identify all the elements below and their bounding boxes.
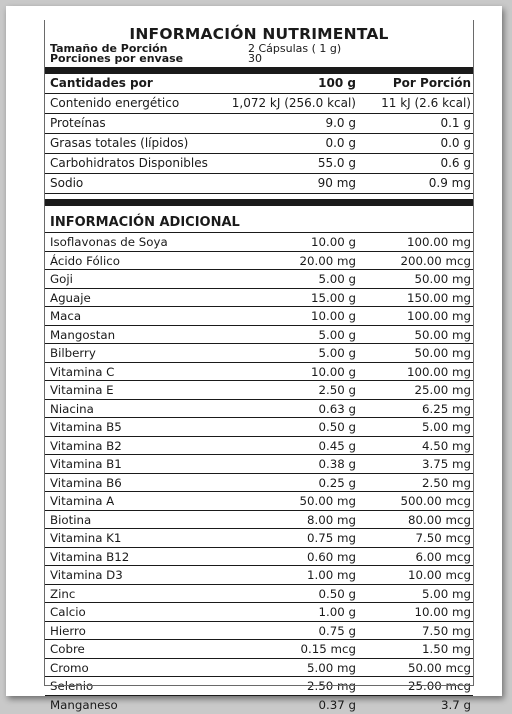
value-col-2: 4.50 mg xyxy=(422,438,471,453)
table-row xyxy=(45,566,473,585)
table-row xyxy=(45,233,473,252)
table-row xyxy=(45,455,473,474)
value-col-2: 1.50 mg xyxy=(422,642,471,656)
nutrient-name: Isoflavonas de Soya xyxy=(50,235,168,249)
additional-table xyxy=(45,233,473,713)
value-col-1: 0.50 g xyxy=(318,586,356,601)
value-col-1: 1.00 g xyxy=(318,605,356,619)
nutrition-facts-label xyxy=(44,20,474,712)
value-col-1: 5.00 g xyxy=(318,327,356,342)
nutrient-name: Vitamina C xyxy=(50,364,115,379)
nutrient-name: Vitamina B6 xyxy=(50,475,122,490)
serving-size-label: Tamaño de Porción xyxy=(50,42,168,55)
servings-per-container-label: Porciones por envase xyxy=(50,52,184,65)
table-row xyxy=(45,529,473,548)
nutrient-name: Niacina xyxy=(50,401,94,416)
value-col-1: 0.25 g xyxy=(318,475,356,490)
value-col-1: 0.63 g xyxy=(318,401,356,416)
value-col-2: 25.00 mcg xyxy=(408,679,471,693)
table-row xyxy=(45,437,473,456)
value-col-2: 50.00 mcg xyxy=(408,660,471,675)
table-row xyxy=(45,134,473,154)
value-col-2: 100.00 mg xyxy=(406,364,471,379)
table-row xyxy=(45,418,473,437)
value-col-2: 0.6 g xyxy=(440,156,471,170)
nutrient-name: Vitamina K1 xyxy=(50,531,122,545)
value-col-2: 3.7 g xyxy=(441,697,471,712)
nutrient-name: Hierro xyxy=(50,623,86,638)
value-col-2: 150.00 mg xyxy=(406,290,471,305)
nutrient-name: Zinc xyxy=(50,586,76,601)
value-col-2: 7.50 mg xyxy=(422,623,471,638)
nutrient-name: Vitamina B2 xyxy=(50,438,122,453)
serving-size-value: 2 Cápsulas ( 1 g) xyxy=(248,42,342,55)
value-col-1: 0.75 mg xyxy=(307,531,356,545)
value-col-2: 0.9 mg xyxy=(428,176,471,190)
value-col-1: 5.00 g xyxy=(318,346,356,360)
value-col-2: 6.00 mcg xyxy=(415,549,471,564)
value-col-1: 20.00 mg xyxy=(299,253,356,268)
value-col-2: 500.00 mcg xyxy=(400,494,471,508)
value-col-2: 0.1 g xyxy=(440,116,471,130)
nutrient-name: Selenio xyxy=(50,679,94,693)
table-row xyxy=(45,585,473,604)
value-col-1: 0.75 g xyxy=(318,623,356,638)
nutrient-name: Aguaje xyxy=(50,290,91,305)
nutrient-name: Cromo xyxy=(50,660,89,675)
value-col-1: 0.0 g xyxy=(325,136,356,150)
value-col-1: 10.00 g xyxy=(310,364,356,379)
value-col-1: 2.50 mg xyxy=(307,679,356,693)
nutrient-name: Vitamina B12 xyxy=(50,549,130,564)
header-amounts: Cantidades por xyxy=(50,76,153,90)
table-row xyxy=(45,94,473,114)
value-col-2: 2.50 mg xyxy=(422,475,471,490)
table-header xyxy=(45,74,473,94)
table-row xyxy=(45,174,473,194)
value-col-1: 1,072 kJ (256.0 kcal) xyxy=(231,96,356,110)
additional-title-text: INFORMACIÓN ADICIONAL xyxy=(50,215,240,230)
value-col-1: 0.37 g xyxy=(318,697,356,712)
nutrient-name: Vitamina B1 xyxy=(50,457,122,471)
value-col-1: 2.50 g xyxy=(318,383,356,397)
thick-divider xyxy=(45,67,473,74)
nutrient-name: Sodio xyxy=(50,176,84,190)
nutrient-name: Vitamina E xyxy=(50,383,114,397)
value-col-2: 5.00 mg xyxy=(422,586,471,601)
nutrient-name: Vitamina A xyxy=(50,494,115,508)
table-row xyxy=(45,289,473,308)
table-row xyxy=(45,474,473,493)
nutrient-name: Contenido energético xyxy=(50,96,180,110)
nutrient-name: Bilberry xyxy=(50,346,96,360)
value-col-1: 10.00 g xyxy=(310,309,356,323)
value-col-1: 0.60 mg xyxy=(307,549,356,564)
value-col-1: 55.0 g xyxy=(317,156,356,170)
value-col-1: 10.00 g xyxy=(310,235,356,249)
header-per-100g: 100 g xyxy=(318,76,356,90)
servings-per-container-value: 30 xyxy=(248,52,262,65)
table-row xyxy=(45,492,473,511)
table-row xyxy=(45,696,473,714)
header-per-serving: Por Porción xyxy=(392,76,471,90)
value-col-1: 0.50 g xyxy=(318,420,356,434)
nutrient-name: Cobre xyxy=(50,642,85,656)
nutrient-name: Vitamina B5 xyxy=(50,420,122,434)
additional-section-title xyxy=(45,206,473,233)
value-col-2: 50.00 mg xyxy=(414,272,471,286)
nutrient-name: Vitamina D3 xyxy=(50,568,123,582)
value-col-2: 7.50 mcg xyxy=(415,531,471,545)
value-col-1: 5.00 mg xyxy=(307,660,356,675)
table-row xyxy=(45,326,473,345)
nutrient-name: Grasas totales (lípidos) xyxy=(50,136,189,150)
value-col-1: 0.38 g xyxy=(318,457,356,471)
value-col-2: 50.00 mg xyxy=(414,327,471,342)
nutrient-name: Calcio xyxy=(50,605,86,619)
nutrient-name: Mangostan xyxy=(50,327,116,342)
label-panel xyxy=(6,6,502,712)
nutrient-name: Proteínas xyxy=(50,116,106,130)
value-col-2: 25.00 mg xyxy=(414,383,471,397)
value-col-1: 8.00 mg xyxy=(307,512,356,527)
value-col-2: 80.00 mcg xyxy=(408,512,471,527)
nutrient-name: Maca xyxy=(50,309,82,323)
serving-info xyxy=(45,43,473,65)
value-col-2: 10.00 mg xyxy=(414,605,471,619)
table-row xyxy=(45,381,473,400)
nutrient-name: Carbohidratos Disponibles xyxy=(50,156,208,170)
label-title: INFORMACIÓN NUTRIMENTAL xyxy=(129,25,389,43)
nutrient-name: Ácido Fólico xyxy=(50,253,120,268)
value-col-1: 50.00 mg xyxy=(299,494,356,508)
table-row xyxy=(45,307,473,326)
table-row xyxy=(45,270,473,289)
value-col-2: 3.75 mg xyxy=(422,457,471,471)
table-row xyxy=(45,363,473,382)
table-row xyxy=(45,603,473,622)
value-col-1: 90 mg xyxy=(317,176,356,190)
table-row xyxy=(45,677,473,696)
table-row xyxy=(45,114,473,134)
value-col-1: 0.45 g xyxy=(318,438,356,453)
value-col-2: 200.00 mcg xyxy=(400,253,471,268)
value-col-2: 5.00 mg xyxy=(422,420,471,434)
value-col-2: 10.00 mcg xyxy=(408,568,471,582)
nutrient-name: Goji xyxy=(50,272,73,286)
nutrient-name: Manganeso xyxy=(50,697,118,712)
value-col-1: 1.00 mg xyxy=(307,568,356,582)
table-row xyxy=(45,548,473,567)
table-row xyxy=(45,622,473,641)
value-col-1: 15.00 g xyxy=(310,290,356,305)
value-col-2: 11 kJ (2.6 kcal) xyxy=(381,96,471,110)
table-row xyxy=(45,344,473,363)
value-col-1: 0.15 mcg xyxy=(300,642,356,656)
table-row xyxy=(45,640,473,659)
table-row xyxy=(45,154,473,174)
nutrient-name: Biotina xyxy=(50,512,92,527)
table-row xyxy=(45,659,473,678)
nutrients-table xyxy=(45,94,473,194)
label-bottom-border xyxy=(45,685,473,686)
table-row xyxy=(45,400,473,419)
table-row xyxy=(45,511,473,530)
value-col-2: 100.00 mg xyxy=(406,235,471,249)
value-col-2: 6.25 mg xyxy=(422,401,471,416)
value-col-2: 50.00 mg xyxy=(414,346,471,360)
thick-divider xyxy=(45,199,473,206)
value-col-1: 9.0 g xyxy=(325,116,356,130)
value-col-1: 5.00 g xyxy=(318,272,356,286)
value-col-2: 0.0 g xyxy=(440,136,471,150)
value-col-2: 100.00 mg xyxy=(406,309,471,323)
table-row xyxy=(45,252,473,271)
